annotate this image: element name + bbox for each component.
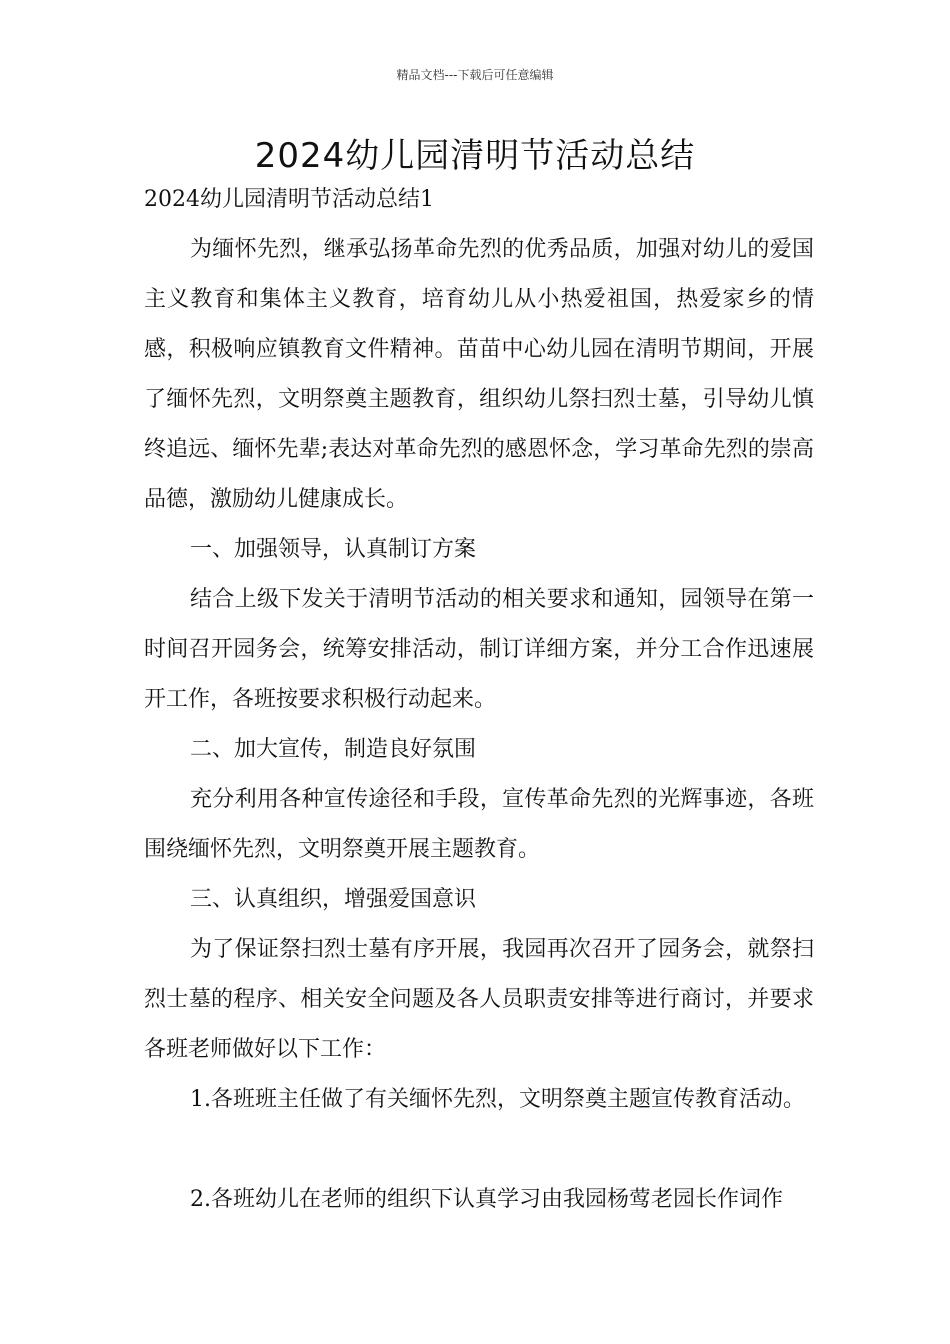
section-paragraph-2: 充分利用各种宣传途径和手段，宣传革命先烈的光辉事迹，各班围绕缅怀先烈，文明祭奠开展主题教育。: [144, 787, 814, 862]
section-heading-2: 二、加大宣传，制造良好氛围: [190, 737, 477, 762]
spacer: [144, 1125, 814, 1175]
document-subtitle: 2024幼儿园清明节活动总结1: [144, 187, 434, 212]
section-paragraph-3: 为了保证祭扫烈士墓有序开展，我园再次召开了园务会，就祭扫烈士墓的程序、相关安全问题及各人员职责安排等进行商讨，并要求各班老师做好以下工作：: [144, 937, 814, 1062]
section-paragraph-1: 结合上级下发关于清明节活动的相关要求和通知，园领导在第一时间召开园务会，统筹安排活动，制订详细方案，并分工合作迅速展开工作，各班按要求积极行动起来。: [144, 587, 814, 712]
list-item-2: 2.各班幼儿在老师的组织下认真学习由我园杨莺老园长作词作: [190, 1187, 783, 1212]
section-heading-1: 一、加强领导，认真制订方案: [190, 537, 477, 562]
intro-paragraph: 为缅怀先烈，继承弘扬革命先烈的优秀品质，加强对幼儿的爱国主义教育和集体主义教育，培育幼儿从小热爱祖国，热爱家乡的情感，积极响应镇教育文件精神。苗苗中心幼儿园在清明节期间，开展了缅怀先烈，文明祭奠主题教育，组织幼儿祭扫烈士墓，引导幼儿慎终追远、缅怀先辈;表达对革命先烈的感恩怀念，学习革命先烈的崇高品德，激励幼儿健康成长。: [144, 237, 814, 512]
document-body: [144, 175, 814, 1225]
section-heading-3: 三、认真组织，增强爱国意识: [190, 887, 477, 912]
list-item-1: 1.各班班主任做了有关缅怀先烈，文明祭奠主题宣传教育活动。: [190, 1087, 805, 1112]
header-note: 精品文档---下载后可任意编辑: [396, 68, 554, 82]
document-title: 2024幼儿园清明节活动总结: [254, 136, 696, 176]
